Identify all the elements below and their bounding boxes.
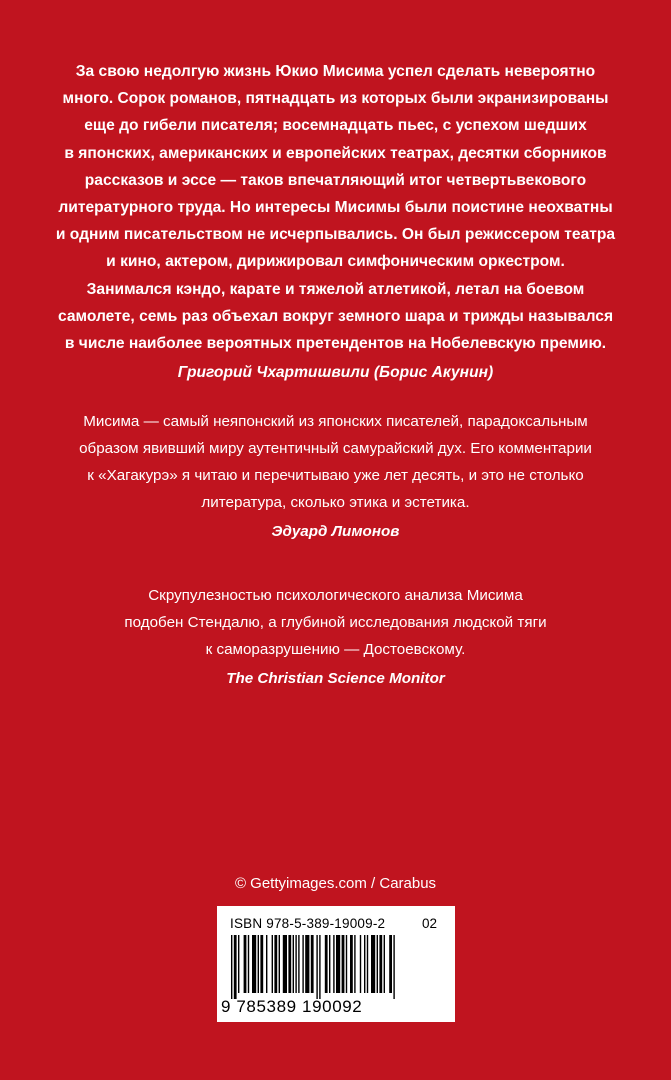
barcode-bar <box>266 935 267 993</box>
barcode-bar <box>274 935 277 993</box>
barcode-bar <box>311 935 314 993</box>
barcode-bar <box>248 935 249 993</box>
photo-credit: © Gettyimages.com / Carabus <box>234 875 437 892</box>
barcode-bar <box>342 935 345 993</box>
barcode-bar <box>305 935 309 993</box>
quote-line: и кино, актером, дирижировал симфоническим оркестром. <box>106 253 565 271</box>
quote-line: самолете, семь раз объехал вокруг земного шара и трижды назывался <box>57 307 614 325</box>
barcode-bar <box>379 935 382 993</box>
barcode-bar <box>231 935 232 999</box>
barcode-bar <box>295 935 296 993</box>
barcode-bar <box>329 935 330 993</box>
quote-author: The Christian Science Monitor <box>226 670 445 687</box>
barcode-bar <box>350 935 353 993</box>
barcode-bar <box>377 935 378 993</box>
quote-line: и одним писательством не исчерпывались. Он был режиссером театра <box>55 226 616 244</box>
barcode-bar <box>279 935 280 993</box>
barcode-bars <box>231 935 441 999</box>
quote-akunin <box>0 58 671 386</box>
barcode-bar <box>302 935 303 993</box>
barcode-bar <box>288 935 291 993</box>
barcode-bar <box>333 935 334 993</box>
barcode-bar <box>354 935 355 993</box>
barcode-bar <box>336 935 340 993</box>
barcode-bar <box>371 935 375 993</box>
barcode-bar <box>360 935 361 993</box>
barcode-bar <box>367 935 368 993</box>
quote-line: рассказов и эссе — таков впечатляющий итог четвертьвекового <box>84 171 587 189</box>
quote-author: Эдуард Лимонов <box>271 523 400 540</box>
quote-line: литературного труда. Но интересы Мисимы были поистине неохватны <box>58 199 613 217</box>
isbn-label: ISBN 978-5-389-19009-2 <box>230 916 386 931</box>
quote-limonov <box>0 408 671 545</box>
quote-line: Скрупулезностью психологического анализа Мисима <box>148 587 523 604</box>
quote-line: Мисима — самый неяпонский из японских писателей, парадоксальным <box>83 413 588 430</box>
barcode-bar <box>364 935 365 993</box>
barcode-bar <box>238 935 239 993</box>
quote-author: Григорий Чхартишвили (Борис Акунин) <box>177 364 494 382</box>
barcode-bar <box>316 935 317 999</box>
barcode-bar <box>319 935 320 999</box>
barcode-bar <box>272 935 273 993</box>
quote-line: еще до гибели писателя; восемнадцать пьес, с успехом шедших <box>84 117 587 135</box>
barcode-bar <box>283 935 287 993</box>
quote-line: в числе наиболее вероятных претендентов на Нобелевскую премию. <box>64 335 607 353</box>
barcode-bar <box>252 935 256 993</box>
quote-line: Занимался кэндо, карате и тяжелой атлетикой, летал на боевом <box>86 280 585 298</box>
barcode-bar <box>258 935 259 993</box>
quote-line: литература, сколько этика и эстетика. <box>201 494 470 511</box>
barcode-bar <box>293 935 294 993</box>
quote-line: к «Хагакурэ» я читаю и перечитываю уже лет десять, и это не столько <box>87 467 584 484</box>
quote-line: к саморазрушению — Достоевскому. <box>205 641 466 658</box>
barcode-bar <box>393 935 394 999</box>
barcode-bar <box>325 935 328 993</box>
barcode-digits: 9 785389 190092 <box>221 997 363 1016</box>
barcode-bar <box>346 935 347 993</box>
quote-line: образом явивший миру аутентичный самурайский дух. Его комментарии <box>79 440 592 457</box>
barcode-bar <box>384 935 385 993</box>
barcode <box>217 906 455 1022</box>
quote-line: подобен Стендалю, а глубиной исследования людской тяги <box>124 614 547 631</box>
barcode-bar <box>260 935 263 993</box>
quote-line: За свою недолгую жизнь Юкио Мисима успел сделать невероятно <box>75 63 596 80</box>
barcode-addon: 02 <box>422 916 438 931</box>
barcode-bar <box>244 935 247 993</box>
quote-line: в японских, американских и европейских театрах, десятки сборников <box>64 144 607 162</box>
barcode-bar <box>234 935 237 999</box>
barcode-bar <box>389 935 392 993</box>
barcode-bar <box>298 935 299 993</box>
quote-line: много. Сорок романов, пятнадцать из которых были экранизированы <box>62 90 609 108</box>
quote-csm <box>0 582 671 692</box>
